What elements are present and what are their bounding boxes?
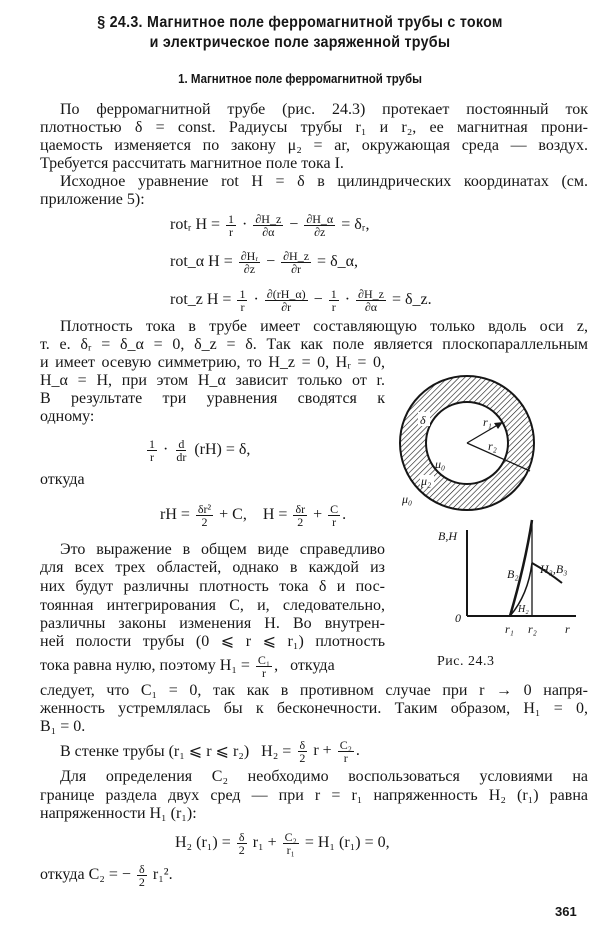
math-text: . [342, 506, 347, 523]
math-text: H₂ (r₁) = [175, 834, 235, 851]
numerator: ∂H_α [306, 211, 334, 226]
numerator: ∂Hᵣ [240, 248, 259, 263]
math-text: rH = [160, 506, 194, 523]
denominator: ∂r [291, 261, 302, 276]
fraction [226, 213, 236, 238]
section-title-line-2: и электрическое поле заряженной трубы [149, 34, 451, 51]
axis-x-label: r [565, 622, 570, 636]
text-line: и имеет осевую симметрию, то H_z = 0, Hᵣ = 0, [40, 354, 385, 371]
math-text: В стенке трубы (r₁ ⩽ r ⩽ r₂) H₂ = [60, 743, 296, 760]
math-text: , откуда [274, 657, 335, 674]
fraction [265, 288, 308, 313]
numerator: 1 [228, 211, 235, 226]
label-mu-wall: μ₂ [421, 474, 432, 488]
denominator: ∂α [364, 299, 378, 314]
text-line: Это выражение в общем виде справедливо [60, 541, 385, 558]
math-text: · [249, 291, 263, 308]
text-line [170, 249, 358, 275]
bh-graph [438, 520, 576, 636]
denominator: ∂r [281, 299, 292, 314]
text-line: Для определения C₂ необходимо воспользоваться условиями на [60, 768, 588, 785]
fraction [356, 288, 386, 313]
text-line: тоянная интегрирования C, и, следовательно, [40, 597, 385, 614]
fraction [297, 739, 307, 764]
denominator: r [331, 299, 336, 314]
math-text: откуда C₂ = − [40, 866, 135, 883]
math-text: rot_α H = [170, 253, 237, 270]
math-text: + [309, 506, 327, 523]
fraction [196, 503, 213, 528]
fraction [256, 654, 272, 679]
math-text: (rH) = δ, [190, 441, 251, 458]
text-line: следует, что C₁ = 0, так как в противном случае при r → 0 напря- [40, 682, 588, 699]
text-line: H_α = H, при этом H_α зависит только от r. [40, 372, 385, 389]
math-text: r + [309, 742, 336, 759]
numerator: δr [295, 501, 306, 516]
text-line: женность устремлялась бы к бесконечности. Таким образом, H₁ = 0, [40, 700, 588, 717]
numerator: 1 [239, 286, 246, 301]
label-mu0-inner: μ₀ [435, 457, 446, 471]
fraction [304, 213, 335, 238]
numerator: C₂ [339, 737, 352, 752]
tick-r2: r₂ [528, 622, 537, 636]
text-line [40, 653, 335, 679]
numerator: δ [299, 737, 306, 752]
math-text: · [159, 441, 173, 458]
text-line [60, 738, 360, 764]
denominator: ∂z [314, 224, 326, 239]
label-axis-bh: B,H [438, 529, 457, 543]
math-text: r₁². [148, 866, 173, 883]
denominator: r [343, 750, 348, 765]
math-text: = δ_z. [387, 291, 432, 308]
math-text: rotᵣ H = [170, 216, 225, 233]
numerator: C [330, 501, 339, 516]
fraction [281, 250, 311, 275]
text-line: По ферромагнитной трубе (рис. 24.3) протекает постоянный ток [60, 101, 588, 118]
label-mu0-outer: μ₀ [402, 492, 413, 506]
text-line: напряженности H₁ (r₁): [40, 805, 197, 822]
numerator: ∂H_z [358, 286, 384, 301]
math-text: r₁ + [248, 834, 281, 851]
label-origin: 0 [455, 611, 461, 625]
math-text: = δ_α, [313, 253, 358, 270]
text-line: них будут различны плотность тока δ и пос- [40, 578, 385, 595]
text-line: Исходное уравнение rot H = δ в цилиндрических координатах (см. [60, 173, 588, 190]
denominator: r [240, 299, 245, 314]
denominator: 2 [297, 514, 304, 529]
text-line [170, 212, 369, 238]
text-line [175, 830, 390, 856]
math-text: = H₁ (r₁) = 0, [300, 834, 390, 851]
math-text: . [355, 742, 360, 759]
math-text: − [285, 216, 303, 233]
fraction [147, 438, 157, 463]
denominator: ∂z [243, 261, 256, 276]
tick-r1: r₁ [505, 622, 514, 636]
fraction [328, 503, 340, 528]
label-r2: r₂ [488, 439, 497, 453]
figure-24-3 [380, 360, 590, 650]
text-line: откуда [40, 471, 85, 488]
numerator: C₂ [284, 829, 297, 844]
numerator: δ [139, 861, 145, 876]
denominator: 2 [238, 842, 245, 857]
fraction [293, 503, 307, 528]
text-line [40, 862, 173, 888]
text-line: В результате три уравнения сводятся к [40, 390, 385, 407]
fraction [237, 831, 247, 856]
figure-caption: Рис. 24.3 [437, 654, 495, 669]
fraction [338, 739, 354, 764]
math-text: = δᵣ, [337, 216, 370, 233]
math-text: · [340, 291, 355, 308]
text-line: Плотность тока в трубе имеет составляющую только вдоль оси z, [60, 318, 588, 335]
text-line: приложение 5): [40, 191, 145, 208]
denominator: r [229, 224, 234, 239]
fraction [239, 250, 260, 275]
tube-cross-section [400, 376, 534, 510]
numerator: ∂(rH_α) [266, 286, 306, 301]
text-line [170, 287, 432, 313]
numerator: 1 [149, 436, 155, 451]
math-text: + C, H = [215, 506, 292, 523]
label-H3-B3: H₃,B₃ [540, 562, 568, 576]
denominator: dr [176, 449, 187, 464]
subsection-title: 1. Магнитное поле ферромагнитной трубы [178, 72, 422, 86]
fraction [237, 288, 247, 313]
text-line: для всех трех областей, однако в каждой из [40, 559, 385, 576]
math-text: − [309, 291, 327, 308]
numerator: C₁ [257, 652, 271, 667]
label-B2: B₂ [507, 567, 519, 581]
numerator: δ [238, 829, 245, 844]
text-line: т. е. δᵣ = δ_α = 0, δ_z = δ. Так как поле является плоскопараллельным [40, 336, 588, 353]
section-title-line-1: § 24.3. Магнитное поле ферромагнитной трубы с током [97, 14, 503, 31]
math-text: − [262, 253, 280, 270]
text-line: плотностью δ = const. Радиусы трубы r₁ и r₂, ее магнитная прони- [40, 119, 588, 136]
math-text: rot_z H = [170, 291, 236, 308]
text-line: B₁ = 0. [40, 718, 86, 735]
page-number: 361 [555, 904, 577, 919]
fraction [283, 831, 299, 856]
denominator: r [262, 665, 267, 680]
fraction [137, 863, 147, 888]
denominator: 2 [201, 514, 208, 529]
denominator: r [332, 514, 337, 529]
text-line [160, 502, 346, 528]
numerator: ∂H_z [255, 211, 282, 226]
text-line: ней полости трубы (0 ⩽ r ⩽ r₁) плотность [40, 633, 385, 650]
numerator: d [178, 436, 185, 451]
text-line: цаемость изменяется по закону μ₂ = ar, окружающая среда — воздух. [40, 137, 588, 154]
denominator: r₁ [286, 842, 295, 857]
label-H2: H₂ [518, 604, 529, 615]
fraction [253, 213, 283, 238]
denominator: r [150, 449, 154, 464]
math-text: · [238, 216, 252, 233]
label-delta: δ [420, 413, 426, 427]
text-line: границе раздела двух сред — при r = r₁ напряженность H₂ (r₁) равна [40, 787, 588, 804]
fraction [174, 438, 188, 463]
numerator: 1 [330, 286, 337, 301]
denominator: 2 [138, 874, 145, 889]
math-text: тока равна нулю, поэтому H₁ = [40, 657, 254, 674]
denominator: ∂α [262, 224, 275, 239]
label-r1: r₁ [483, 415, 492, 429]
text-line: одному: [40, 408, 95, 425]
denominator: 2 [299, 750, 306, 765]
text-line: Требуется рассчитать магнитное поле тока I. [40, 155, 344, 172]
fraction [329, 288, 339, 313]
numerator: ∂H_z [283, 248, 310, 263]
text-line [145, 437, 250, 463]
numerator: δr² [197, 501, 212, 516]
text-line: различны законы изменения H. Во внутрен- [40, 615, 385, 632]
